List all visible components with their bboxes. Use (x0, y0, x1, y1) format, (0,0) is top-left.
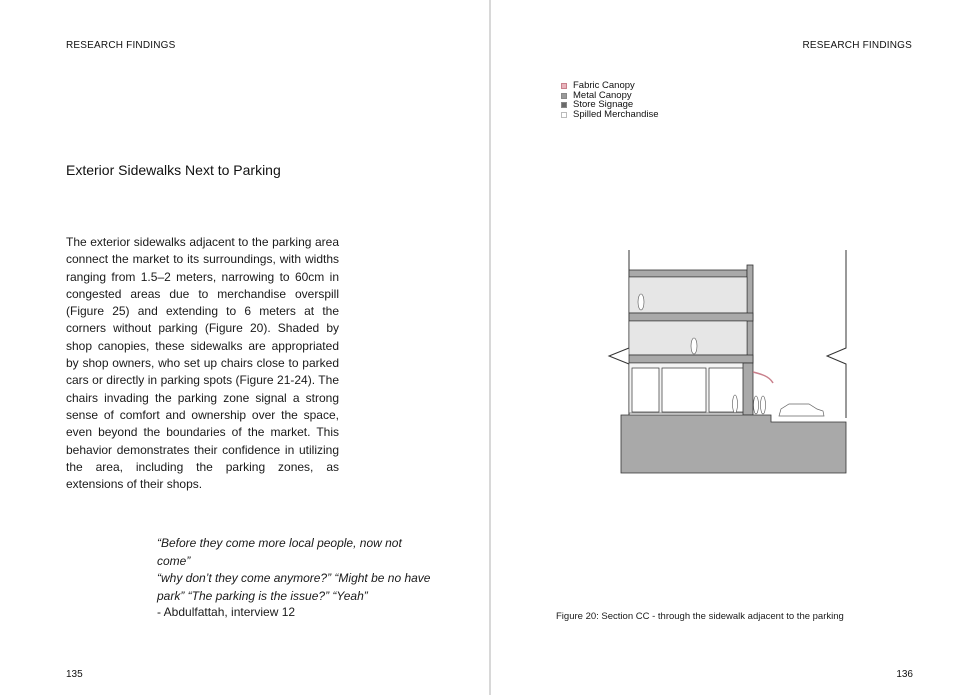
right-cut-line (827, 250, 846, 418)
shop-bay (632, 368, 659, 412)
fabric-canopy (753, 372, 773, 383)
roof-slab (629, 270, 747, 277)
running-header: RESEARCH FINDINGS (802, 40, 912, 51)
metal-canopy-swatch (561, 93, 567, 99)
legend-label: Fabric Canopy (573, 80, 635, 91)
quote-attribution: - Abdulfattah, interview 12 (157, 605, 296, 619)
legend-label: Metal Canopy (573, 89, 632, 101)
legend-label: Spilled Merchandise (573, 109, 659, 121)
page-number: 136 (896, 669, 913, 680)
column (743, 363, 753, 415)
person-figure (754, 396, 759, 414)
person-figure (691, 338, 697, 354)
interview-quote (157, 535, 437, 605)
spilled-merchandise-swatch (561, 112, 567, 118)
floor-space (629, 277, 747, 313)
figure-caption: Figure 20: Section CC - through the sidewalk adjacent to the parking (556, 611, 844, 622)
section-cc-drawing (601, 248, 851, 502)
floor-slab (629, 313, 753, 321)
shop-bay (662, 368, 706, 412)
left-page (0, 0, 489, 695)
page-number: 135 (66, 669, 83, 680)
store-signage-swatch (561, 102, 567, 108)
fabric-canopy-swatch (561, 83, 567, 89)
person-figure (638, 294, 644, 310)
legend-item (561, 110, 659, 120)
quote-line: “why don’t they come anymore?” “Might be no have (157, 571, 431, 585)
running-header: RESEARCH FINDINGS (66, 40, 176, 51)
section-heading: Exterior Sidewalks Next to Parking (66, 162, 281, 178)
quote-line: “Before they come more local people, now not come” (157, 536, 402, 568)
quote-line: park” “The parking is the issue?” “Yeah” (157, 588, 368, 603)
floor-space (629, 321, 747, 355)
person-figure (761, 396, 766, 414)
floor-slab (629, 355, 753, 363)
body-paragraph: The exterior sidewalks adjacent to the parking area connect the market to its surroundings, with widths ranging from 1.5–2 meters, narrowing to 60cm in congested areas due to merchandise overspill (Figure 25) and extending to 6 meters at the corners without parking (Figure 20). Shaded by shop canopies, these sidewalks are appropriated by shop owners, who set up chairs close to parked cars or directly in parking spots (Figure 21-24). The chairs invading the parking zone signal a strong sense of comfort and ownership over the space, even beyond the boundaries of the market. This behavior demonstrates their confidence in utilizing the area, including the parking zones, as extensions of their shops. (66, 235, 339, 492)
shop-bay (709, 368, 745, 412)
ground-base (621, 415, 846, 473)
parked-car (779, 404, 824, 416)
legend-label: Store Signage (573, 99, 634, 111)
person-figure (733, 395, 738, 413)
legend (561, 81, 659, 120)
right-page (491, 0, 979, 695)
